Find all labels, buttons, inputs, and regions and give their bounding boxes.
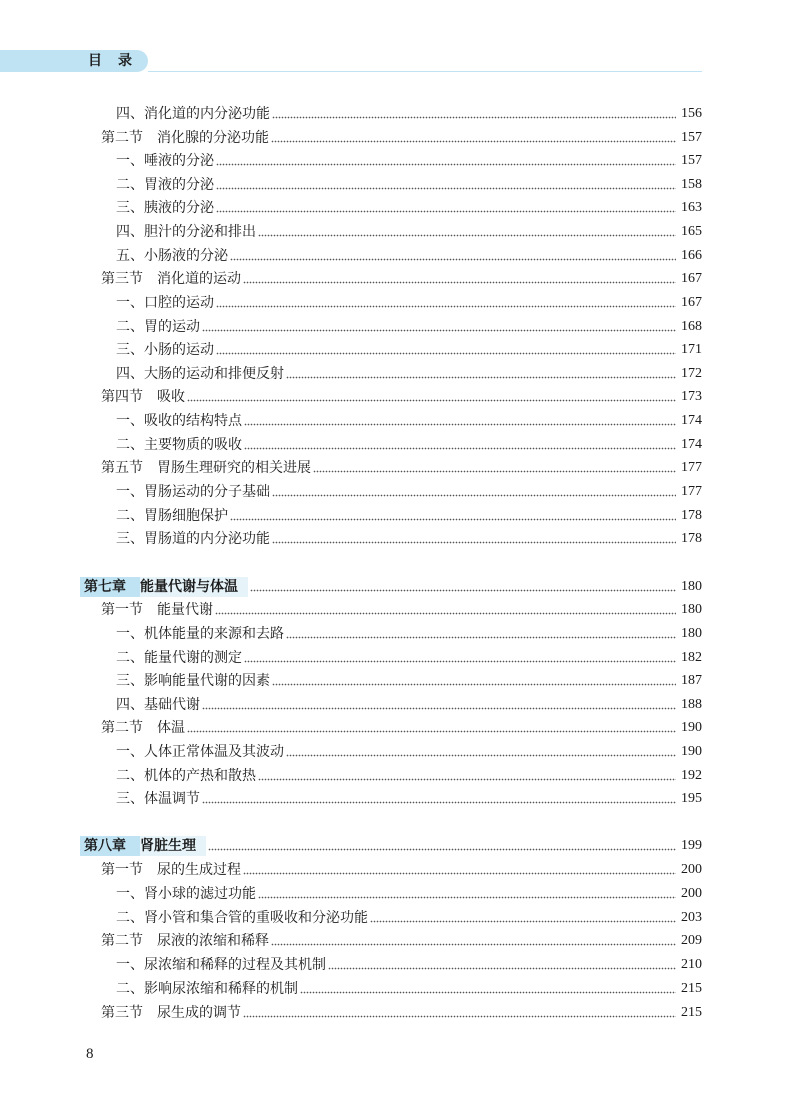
toc-entry-title: 四、胆汁的分泌和排出 (116, 224, 256, 240)
dot-leader (258, 221, 676, 243)
chapter-number: 第七章 (84, 579, 126, 595)
toc-page-number: 182 (681, 650, 702, 665)
toc-page-number: 174 (681, 437, 702, 452)
toc-entry-title: 一、胃肠运动的分子基础 (116, 484, 270, 500)
toc-entry[interactable] (0, 363, 800, 385)
toc-page-number: 168 (681, 319, 702, 334)
toc-entry[interactable] (0, 765, 800, 787)
toc-entry[interactable] (0, 954, 800, 976)
toc-entry-title: 三、体温调节 (116, 791, 200, 807)
dot-leader (313, 457, 676, 479)
toc-page-number: 178 (681, 508, 702, 523)
toc-entry-title: 一、尿浓缩和稀释的过程及其机制 (116, 957, 326, 973)
dot-leader (272, 670, 676, 692)
toc-entry-title (80, 836, 206, 856)
dot-leader (271, 930, 676, 952)
toc-entry-title: 第一节 能量代谢 (101, 602, 213, 618)
dot-leader (286, 623, 676, 645)
toc-entry-title: 二、胃肠细胞保护 (116, 508, 228, 524)
toc-entry-title: 二、能量代谢的测定 (116, 650, 242, 666)
toc-entry[interactable] (0, 197, 800, 219)
toc-page-number: 210 (681, 957, 702, 972)
toc-page-number: 215 (681, 981, 702, 996)
toc-entry[interactable] (0, 245, 800, 267)
toc-entry-title: 三、小肠的运动 (116, 342, 214, 358)
dot-leader (187, 717, 676, 739)
toc-entry[interactable] (0, 316, 800, 338)
toc-page-number: 190 (681, 720, 702, 735)
toc-page-number: 174 (681, 413, 702, 428)
toc-entry[interactable] (0, 670, 800, 692)
toc-entry-title: 四、消化道的内分泌功能 (116, 106, 270, 122)
toc-page-number: 178 (681, 531, 702, 546)
chapter-title: 能量代谢与体温 (140, 579, 238, 595)
chapter-title: 肾脏生理 (140, 838, 196, 854)
dot-leader (244, 410, 676, 432)
toc-entry-title: 三、胃肠道的内分泌功能 (116, 531, 270, 547)
toc-entry[interactable] (0, 647, 800, 669)
dot-leader (208, 835, 676, 857)
toc-page-number: 215 (681, 1005, 702, 1020)
dot-leader (187, 386, 676, 408)
toc-entry-title: 一、机体能量的来源和去路 (116, 626, 284, 642)
dot-leader (286, 363, 676, 385)
dot-leader (272, 103, 676, 125)
toc-entry[interactable] (0, 292, 800, 314)
dot-leader (244, 647, 676, 669)
toc-entry-title: 二、主要物质的吸收 (116, 437, 242, 453)
toc-entry-title: 第三节 消化道的运动 (101, 271, 241, 287)
dot-leader (300, 978, 676, 1000)
toc-section[interactable] (0, 386, 800, 408)
toc-entry-title: 第二节 消化腺的分泌功能 (101, 130, 269, 146)
dot-leader (250, 576, 676, 598)
toc-page-number: 187 (681, 673, 702, 688)
toc-entry-title: 一、吸收的结构特点 (116, 413, 242, 429)
toc-entry-title: 第三节 尿生成的调节 (101, 1005, 241, 1021)
dot-leader (202, 788, 676, 810)
dot-leader (258, 883, 676, 905)
toc-section[interactable] (0, 457, 800, 479)
toc-entry-title: 第二节 体温 (101, 720, 185, 736)
toc-entry[interactable] (0, 150, 800, 172)
toc-page-number: 209 (681, 933, 702, 948)
toc-entry[interactable] (0, 481, 800, 503)
toc-page-number: 156 (681, 106, 702, 121)
toc-section[interactable] (0, 717, 800, 739)
dot-leader (216, 150, 676, 172)
toc-section[interactable] (0, 599, 800, 621)
toc-page-number: 158 (681, 177, 702, 192)
dot-leader (216, 292, 676, 314)
toc-section[interactable] (0, 127, 800, 149)
toc-entry-title: 第二节 尿液的浓缩和稀释 (101, 933, 269, 949)
toc-entry-title: 三、胰液的分泌 (116, 200, 214, 216)
toc-entry[interactable] (0, 103, 800, 125)
toc-entry-title: 五、小肠液的分泌 (116, 248, 228, 264)
dot-leader (272, 481, 676, 503)
dot-leader (243, 1002, 676, 1024)
dot-leader (216, 174, 676, 196)
toc-page-number: 180 (681, 626, 702, 641)
toc-page-number: 163 (681, 200, 702, 215)
toc-entry[interactable] (0, 221, 800, 243)
toc-entry[interactable] (0, 907, 800, 929)
toc-page-number: 177 (681, 460, 702, 475)
page-title: 目录 (88, 53, 148, 69)
dot-leader (215, 599, 676, 621)
toc-page-number: 190 (681, 744, 702, 759)
toc-entry[interactable] (0, 434, 800, 456)
toc-entry[interactable] (0, 623, 800, 645)
dot-leader (230, 505, 676, 527)
dot-leader (328, 954, 676, 976)
dot-leader (271, 127, 676, 149)
toc-entry-title: 四、大肠的运动和排便反射 (116, 366, 284, 382)
toc-page-number: 180 (681, 579, 702, 594)
dot-leader (202, 694, 676, 716)
toc-entry[interactable] (0, 694, 800, 716)
toc-page-number: 199 (681, 838, 702, 853)
toc-entry-title: 二、胃液的分泌 (116, 177, 214, 193)
dot-leader (216, 339, 676, 361)
dot-leader (202, 316, 676, 338)
toc-page-number: 203 (681, 910, 702, 925)
toc-chapter[interactable] (0, 576, 800, 598)
toc-page-number: 177 (681, 484, 702, 499)
toc-entry[interactable] (0, 978, 800, 1000)
toc-page-number: 171 (681, 342, 702, 357)
toc-entry[interactable] (0, 174, 800, 196)
toc-page-number: 195 (681, 791, 702, 806)
toc-entry-title: 一、肾小球的滤过功能 (116, 886, 256, 902)
toc-page-number: 157 (681, 153, 702, 168)
dot-leader (258, 765, 676, 787)
toc-page-number: 172 (681, 366, 702, 381)
toc-entry[interactable] (0, 788, 800, 810)
toc-page-number: 166 (681, 248, 702, 263)
toc-entry-title: 三、影响能量代谢的因素 (116, 673, 270, 689)
toc-page-number: 165 (681, 224, 702, 239)
toc-entry-title: 第一节 尿的生成过程 (101, 862, 241, 878)
toc-entry-title: 二、机体的产热和散热 (116, 768, 256, 784)
toc-page-number: 192 (681, 768, 702, 783)
toc-section[interactable] (0, 1002, 800, 1024)
toc-chapter[interactable] (0, 835, 800, 857)
toc-entry[interactable] (0, 505, 800, 527)
dot-leader (272, 528, 676, 550)
chapter-number: 第八章 (84, 838, 126, 854)
toc-page-number: 173 (681, 389, 702, 404)
toc-entry-title: 第四节 吸收 (101, 389, 185, 405)
dot-leader (230, 245, 676, 267)
dot-leader (216, 197, 676, 219)
toc-page-number: 167 (681, 295, 702, 310)
toc-entry[interactable] (0, 883, 800, 905)
page-number: 8 (86, 1046, 94, 1062)
toc-entry-title: 一、唾液的分泌 (116, 153, 214, 169)
toc-entry[interactable] (0, 528, 800, 550)
toc-page-number: 167 (681, 271, 702, 286)
toc-entry[interactable] (0, 410, 800, 432)
toc-entry-title: 第五节 胃肠生理研究的相关进展 (101, 460, 311, 476)
toc-entry-title: 二、肾小管和集合管的重吸收和分泌功能 (116, 910, 368, 926)
toc-entry-title: 一、人体正常体温及其波动 (116, 744, 284, 760)
toc-entry-title: 四、基础代谢 (116, 697, 200, 713)
dot-leader (370, 907, 676, 929)
toc-entry-title: 一、口腔的运动 (116, 295, 214, 311)
toc-section[interactable] (0, 930, 800, 952)
toc-entry-title (80, 577, 248, 597)
toc-entry[interactable] (0, 741, 800, 763)
toc-entry-title: 二、胃的运动 (116, 319, 200, 335)
toc-page-number: 157 (681, 130, 702, 145)
dot-leader (243, 268, 676, 290)
toc-section[interactable] (0, 268, 800, 290)
toc-entry[interactable] (0, 339, 800, 361)
dot-leader (243, 859, 676, 881)
toc-page-number: 180 (681, 602, 702, 617)
toc-page-number: 200 (681, 862, 702, 877)
toc-page-number: 200 (681, 886, 702, 901)
toc-section[interactable] (0, 859, 800, 881)
toc-page-number: 188 (681, 697, 702, 712)
dot-leader (244, 434, 676, 456)
dot-leader (286, 741, 676, 763)
toc-entry-title: 二、影响尿浓缩和稀释的机制 (116, 981, 298, 997)
